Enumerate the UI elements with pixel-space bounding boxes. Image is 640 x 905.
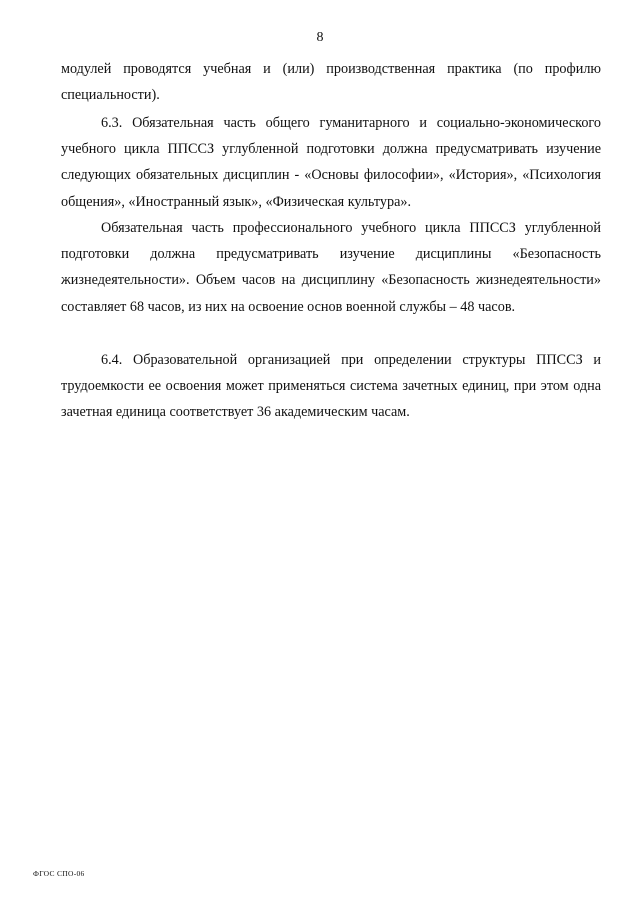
paragraph-6-4: 6.4. Образовательной организацией при определении структуры ППССЗ и трудоемкости ее освоения может применяться система зачетных единиц, при этом одна зачетная единица соответствует 36 академическим часам. — [61, 352, 601, 421]
footer-document-code: ФГОС СПО-06 — [33, 869, 85, 878]
paragraph-6-3: 6.3. Обязательная часть общего гуманитарного и социально-экономического учебного цикла ППССЗ углубленной подготовки должна предусматривать изучение следующих обязательных дисциплин - «Основы философии», «История», «Психология общения», «Иностранный язык», «Физическая культура». — [61, 115, 601, 210]
document-body-section-6-3 — [61, 110, 601, 215]
document-body — [61, 56, 601, 108]
paragraph-continuation: модулей проводятся учебная и (или) производственная практика (по профилю специальности). — [61, 61, 601, 104]
document-body-section-6-4 — [61, 347, 601, 426]
page-number: 8 — [316, 30, 324, 45]
paragraph-professional-cycle: Обязательная часть профессионального учебного цикла ППССЗ углубленной подготовки должна предусматривать изучение дисциплины «Безопасность жизнедеятельности». Объем часов на дисциплину «Безопасность жизнедеятельности» составляет 68 часов, из них на освоение основ военной службы – 48 часов. — [61, 220, 601, 315]
document-body-professional-cycle — [61, 215, 601, 320]
